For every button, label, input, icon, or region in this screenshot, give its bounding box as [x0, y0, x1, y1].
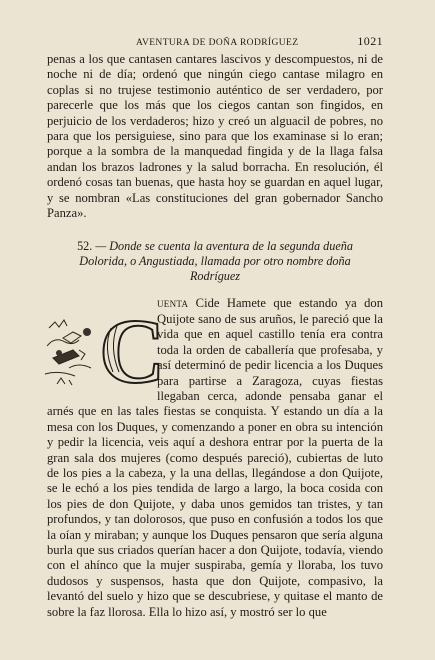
- running-title: AVENTURA DE DOÑA RODRÍGUEZ: [135, 38, 299, 48]
- running-header: [47, 34, 383, 48]
- paragraph-text: Cide Hamete que estando ya don Quijote sano de sus aruños, le pareció que la vida que en aquel castillo tenía era contra toda la orden de caballería que profesaba, y así determinó de pedir licencia a los Duques para partirse a Zaragoza, cuyas fiestas llegaban cerca, adonde pensaba ganar el arnés que en las tales fiestas se conquista. Y estando un día a la mesa con los Duques, y comenzando a poner en obra su intención y pedir la licencia, veis aquí a deshora entrar por la puerta de la gran sala dos mujeres (como después pareció), cubiertas de luto de los pies a la cabeza, y la una dellas, llegándose a don Quijote, se le echó a los pies tendida de largo a largo, la boca cosida con los pies de don Quijote, y daba unos gemidos tan tristes, y tan profundos, y tan dolorosos, que puso en confusión a todos los que la oían y miraban; y aunque los Duques pensaron que sería alguna burla que sus criados querían hacer a don Quijote, todavía, viendo con el ahínco que la mujer suspiraba, gemía y lloraba, los tuvo dudosos y suspensos, hasta que don Quijote, compasivo, la levantó del suelo y hizo que se descubriese, y quitase el manto de sobre la faz llorosa. Ella lo hizo así, y mostró ser lo que: [47, 296, 383, 619]
- chapter-number: 52.: [77, 239, 93, 254]
- opening-words: uenta: [157, 296, 189, 311]
- drop-cap-illustration: [39, 298, 166, 403]
- drop-cap-letter: C: [99, 300, 166, 403]
- chapter-title: — Donde se cuenta la aventura de la segunda dueña Dolorida, o Angustiada, llamada por otro nombre doña Rodríguez: [79, 239, 353, 284]
- page-number: 1021: [357, 34, 383, 48]
- paragraph: [47, 296, 383, 620]
- body-text: [47, 52, 383, 620]
- paragraph: penas a los que cantasen cantares lascivos y descompuestos, ni de noche ni de día; ordenó que ningún ciego cantase milagro en coplas si no trujese testimonio auténtico de ser verdadero, por parecerle que los más que los ciegos cantan son fingidos, en perjuicio de los verdaderos; hizo y creó un alguacil de pobres, no para que los persiguiese, sino para que los examinase si lo eran; porque a la sombra de la manquedad fingida y de la llaga falsa andan los brazos ladrones y la salud borracha. En resolución, él ordenó cosas tan buenas, que hasta hoy se guardan en aquel lugar, y se nombran «Las constituciones del gran gobernador Sancho Panza».: [47, 52, 383, 221]
- chapter-heading: [53, 239, 377, 284]
- decorative-vignette-icon: [39, 298, 166, 403]
